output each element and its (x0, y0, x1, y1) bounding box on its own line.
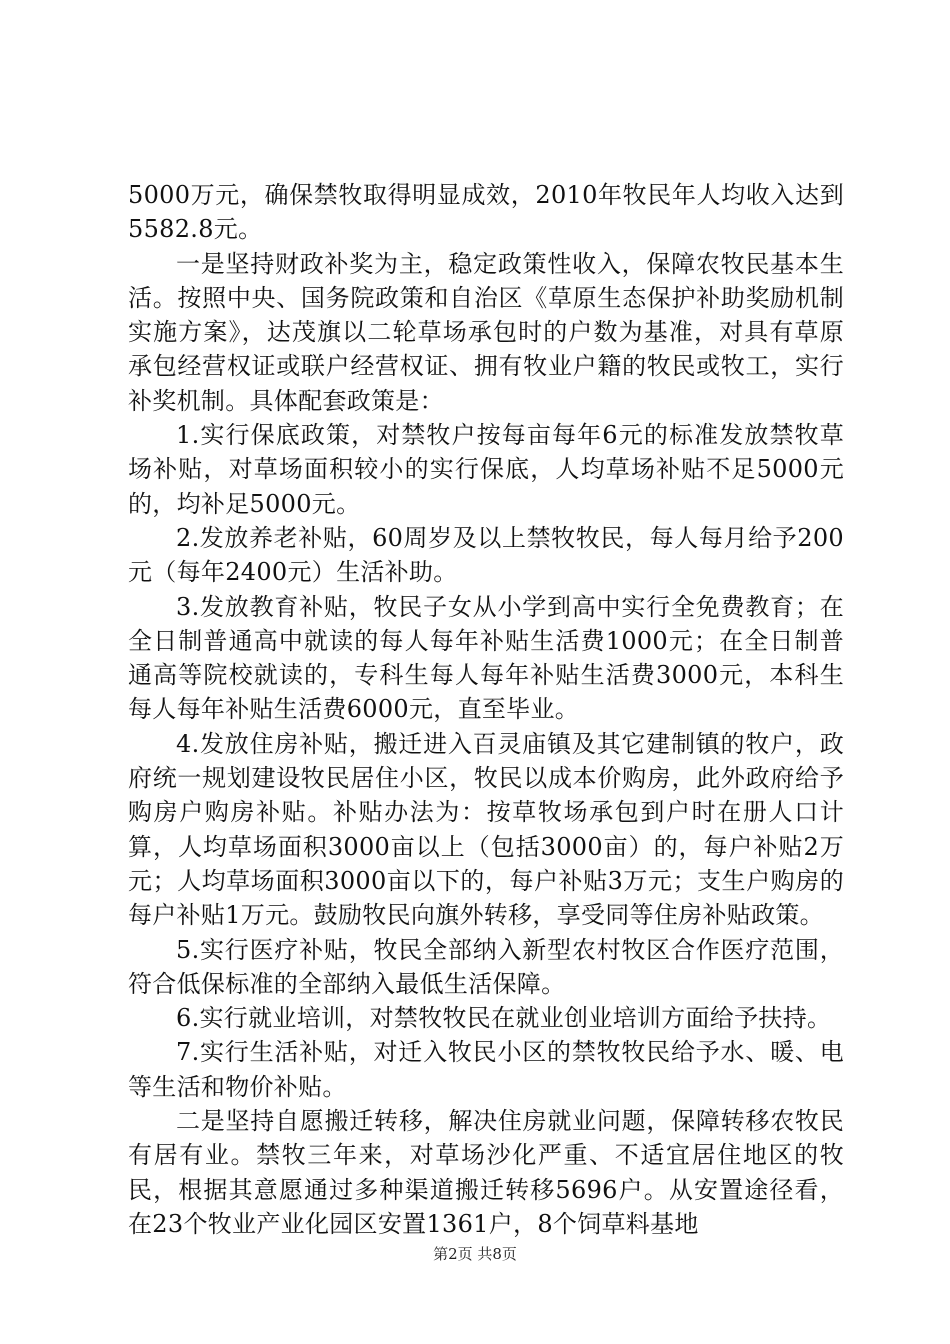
paragraph-policy-intro: 一是坚持财政补奖为主，稳定政策性收入，保障农牧民基本生活。按照中央、国务院政策和自治区《草原生态保护补助奖励机制实施方案》，达茂旗以二轮草场承包时的户数为基准，对具有草原承包经营权证或联户经营权证、拥有牧业户籍的牧民或牧工，实行补奖机制。具体配套政策是： (128, 249, 844, 415)
document-body (128, 178, 844, 1241)
paragraph-item-1: 1.实行保底政策，对禁牧户按每亩每年6元的标准发放禁牧草场补贴，对草场面积较小的实行保底，人均草场补贴不足5000元的，均补足5000元。 (128, 421, 844, 518)
paragraph-item-2: 2.发放养老补贴，60周岁及以上禁牧牧民，每人每月给予200元（每年2400元）生活补助。 (128, 523, 844, 587)
paragraph-item-3: 3.发放教育补贴，牧民子女从小学到高中实行全免费教育；在全日制普通高中就读的每人每年补贴生活费1000元；在全日制普通高等院校就读的，专科生每人每年补贴生活费3000元，本科生每人每年补贴生活费6000元，直至毕业。 (128, 592, 844, 724)
paragraph-item-4: 4.发放住房补贴，搬迁进入百灵庙镇及其它建制镇的牧户，政府统一规划建设牧民居住小区，牧民以成本价购房，此外政府给予购房户购房补贴。补贴办法为：按草牧场承包到户时在册人口计算，人均草场面积3000亩以上（包括3000亩）的，每户补贴2万元；人均草场面积3000亩以下的，每户补贴3万元；支生户购房的每户补贴1万元。鼓励牧民向旗外转移，享受同等住房补贴政策。 (128, 729, 844, 930)
page-number-label: 第2页 共8页 (433, 1245, 517, 1263)
paragraph-item-5: 5.实行医疗补贴，牧民全部纳入新型农村牧区合作医疗范围，符合低保标准的全部纳入最低生活保障。 (128, 935, 844, 998)
page-footer (0, 1244, 950, 1264)
paragraph-item-7: 7.实行生活补贴，对迁入牧民小区的禁牧牧民给予水、暖、电等生活和物价补贴。 (128, 1038, 844, 1101)
paragraph-relocation: 二是坚持自愿搬迁转移，解决住房就业问题，保障转移农牧民有居有业。禁牧三年来，对草场沙化严重、不适宜居住地区的牧民，根据其意愿通过多种渠道搬迁转移5696户。从安置途径看，在23个牧业产业化园区安置1361户，8个饲草料基地 (128, 1107, 844, 1238)
paragraph-continuation: 5000万元，确保禁牧取得明显成效，2010年牧民年人均收入达到5582.8元。 (128, 181, 844, 244)
paragraph-item-6: 6.实行就业培训，对禁牧牧民在就业创业培训方面给予扶持。 (176, 1004, 832, 1033)
